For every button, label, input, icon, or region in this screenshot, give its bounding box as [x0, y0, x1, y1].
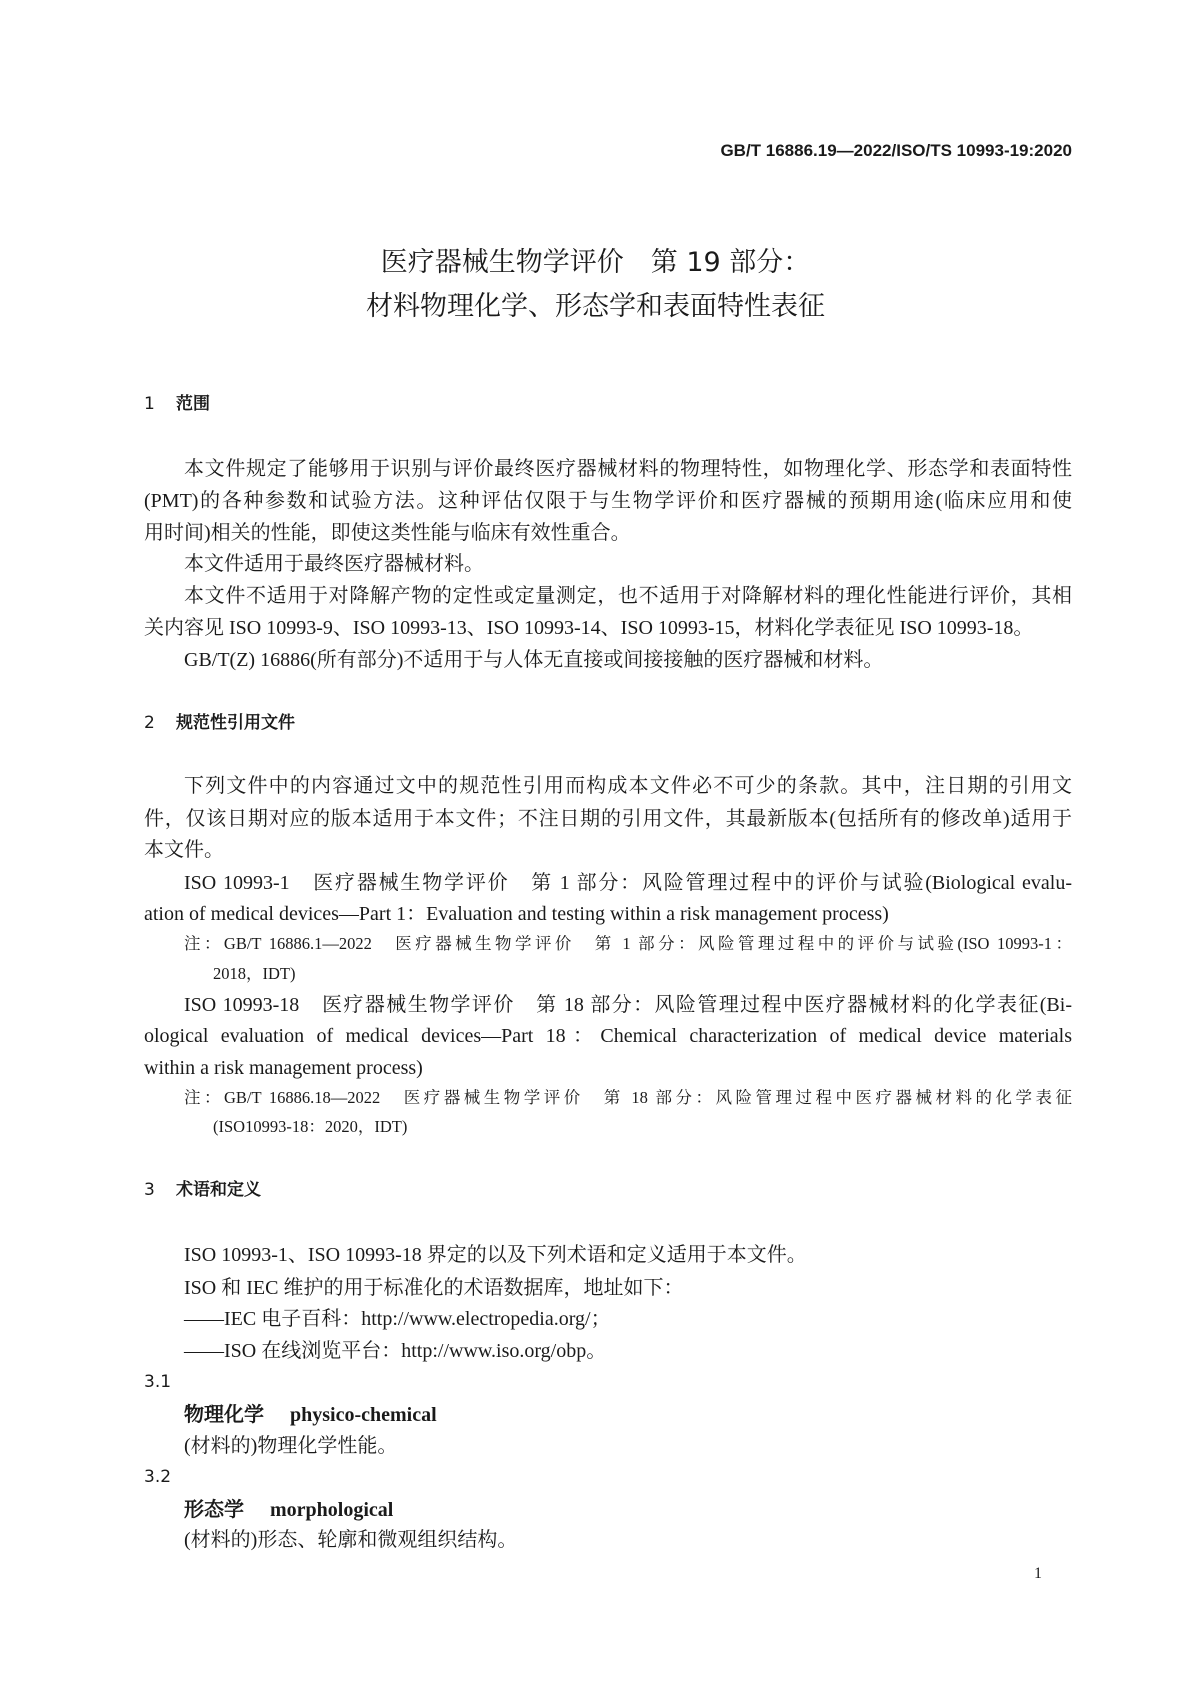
paragraph-line: 用时间)相关的性能，即使这类性能与临床有效性重合。	[144, 522, 631, 544]
reference-entry-line: ological evaluation of medical devices—Part 18：Chemical characterization of medical device materials	[144, 1025, 1072, 1047]
term-en: morphological	[270, 1499, 394, 1521]
note-line: 注：GB/T 16886.1—2022 医疗器械生物学评价 第 1 部分：风险管理过程中的评价与试验(ISO 10993-1：	[184, 934, 1072, 953]
note-line: (ISO10993-18：2020，IDT)	[213, 1117, 408, 1136]
paragraph-line: 关内容见 ISO 10993-9、ISO 10993-13、ISO 10993-14、ISO 10993-15，材料化学表征见 ISO 10993-18。	[144, 617, 1034, 639]
section-heading-normative-references	[144, 708, 295, 738]
section-heading-terms-definitions	[144, 1175, 261, 1205]
paragraph-line: ISO 10993-1、ISO 10993-18 界定的以及下列术语和定义适用于本文件。	[184, 1244, 807, 1266]
reference-entry-line: ISO 10993-18 医疗器械生物学评价 第 18 部分：风险管理过程中医疗器械材料的化学表征(Bi-	[184, 994, 1072, 1016]
term-definition: (材料的)形态、轮廓和微观组织结构。	[184, 1529, 518, 1551]
section-title: 术语和定义	[176, 1180, 261, 1200]
paragraph-line: 本文件不适用于对降解产物的定性或定量测定，也不适用于对降解材料的理化性能进行评价，其相	[184, 585, 1072, 607]
reference-entry-line: ation of medical devices—Part 1：Evaluation and testing within a risk management process)	[144, 903, 889, 925]
section-number: 1	[144, 394, 155, 414]
document-title-line2: 材料物理化学、形态学和表面特性表征	[366, 291, 825, 322]
list-item-iso-obp: ——ISO 在线浏览平台：http://www.iso.org/obp。	[184, 1340, 607, 1362]
term-heading	[184, 1493, 393, 1525]
note-line: 2018，IDT)	[213, 964, 296, 983]
paragraph-line: (PMT)的各种参数和试验方法。这种评估仅限于与生物学评价和医疗器械的预期用途(临床应用和使	[144, 490, 1072, 512]
paragraph-line: 件，仅该日期对应的版本适用于本文件；不注日期的引用文件，其最新版本(包括所有的修改单)适用于	[144, 808, 1072, 830]
standard-code-header: GB/T 16886.19—2022/ISO/TS 10993-19:2020	[720, 141, 1072, 160]
paragraph-line: 本文件规定了能够用于识别与评价最终医疗器械材料的物理特性，如物理化学、形态学和表面特性	[184, 458, 1072, 480]
section-title: 规范性引用文件	[176, 713, 295, 733]
paragraph-line: ISO 和 IEC 维护的用于标准化的术语数据库，地址如下：	[184, 1277, 684, 1299]
reference-entry-line: within a risk management process)	[144, 1057, 423, 1079]
section-number: 3	[144, 1180, 155, 1200]
paragraph-line: 下列文件中的内容通过文中的规范性引用而构成本文件必不可少的条款。其中，注日期的引用文	[184, 775, 1072, 797]
term-definition: (材料的)物理化学性能。	[184, 1435, 398, 1457]
term-number: 3.1	[144, 1372, 172, 1392]
reference-entry-line: ISO 10993-1 医疗器械生物学评价 第 1 部分：风险管理过程中的评价与试验(Biological evalu-	[184, 872, 1072, 894]
paragraph-line: 本文件。	[144, 839, 224, 861]
page-number: 1	[1034, 1565, 1042, 1582]
term-number: 3.2	[144, 1467, 172, 1487]
paragraph-line: 本文件适用于最终医疗器械材料。	[184, 553, 484, 575]
note-line: 注：GB/T 16886.18—2022 医疗器械生物学评价 第 18 部分：风险管理过程中医疗器械材料的化学表征	[184, 1088, 1072, 1107]
term-zh: 形态学	[184, 1497, 244, 1521]
section-title: 范围	[176, 394, 210, 414]
term-heading	[184, 1398, 437, 1430]
list-item-electropedia: ——IEC 电子百科：http://www.electropedia.org/；	[184, 1308, 611, 1330]
section-heading-scope	[144, 389, 210, 419]
document-title-line1: 医疗器械生物学评价 第 19 部分：	[380, 247, 811, 278]
section-number: 2	[144, 713, 155, 733]
term-zh: 物理化学	[184, 1402, 264, 1426]
term-en: physico-chemical	[290, 1404, 437, 1426]
paragraph-line: GB/T(Z) 16886(所有部分)不适用于与人体无直接或间接接触的医疗器械和材料。	[184, 649, 884, 671]
